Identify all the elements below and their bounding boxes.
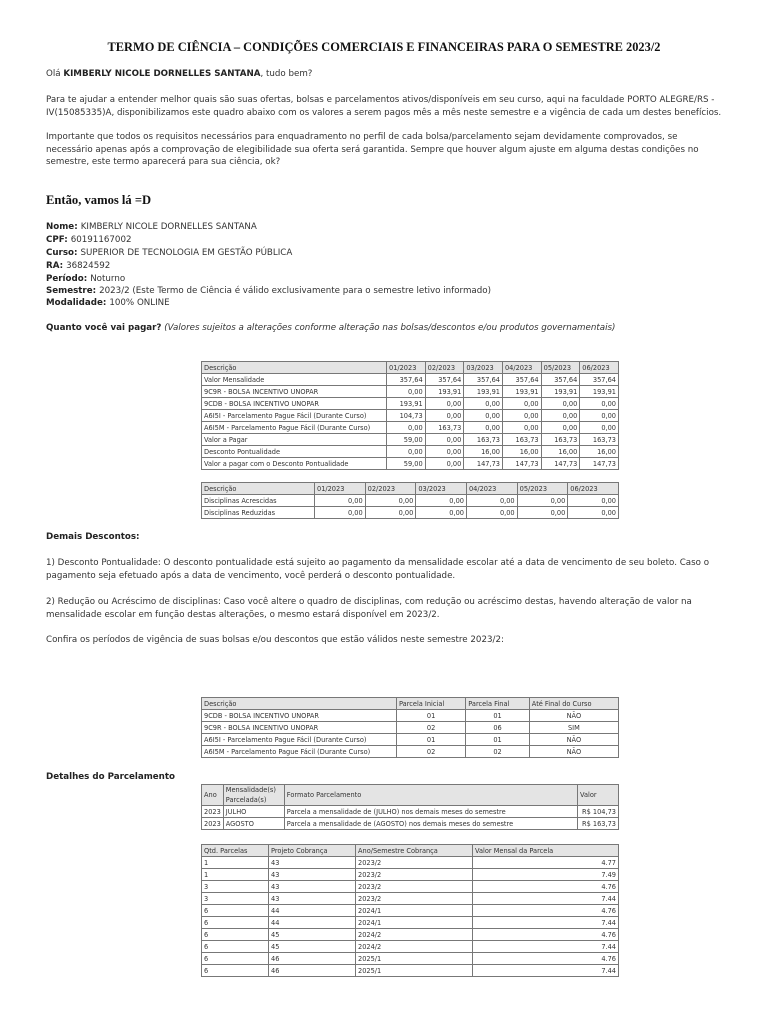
table-cell: 0,00 xyxy=(466,507,517,519)
table-cell: R$ 104,73 xyxy=(578,806,619,818)
table-cell: 0,00 xyxy=(502,410,541,422)
demais-descontos-1: 1) Desconto Pontualidade: O desconto pontualidade está sujeito ao pagamento da mensalidade escolar até a data de vencimento de seu boleto. Caso o pagamento seja efetuado após a data de vencimento, você perderá o desconto pontualidade. xyxy=(46,558,710,581)
table-cell: 147,73 xyxy=(541,458,580,470)
info-periodo: Período: Noturno xyxy=(46,274,126,284)
table-cell: 9C9R - BOLSA INCENTIVO UNOPAR xyxy=(202,722,397,734)
table-header-cell: Projeto Cobrança xyxy=(269,845,356,857)
table-cell: 2023/2 xyxy=(356,881,473,893)
table-row xyxy=(202,422,619,434)
table-cell: 2024/1 xyxy=(356,905,473,917)
table-row xyxy=(202,929,619,941)
demais-descontos-title: Demais Descontos: xyxy=(46,532,140,542)
table-cell: 0,00 xyxy=(464,398,503,410)
table-cell: 3 xyxy=(202,893,269,905)
table-cell: 0,00 xyxy=(502,422,541,434)
table-cell: 45 xyxy=(269,929,356,941)
table-cell: 06 xyxy=(466,722,530,734)
table-cell: 46 xyxy=(269,953,356,965)
table-cell: 147,73 xyxy=(580,458,619,470)
table-cell: 2023 xyxy=(202,806,224,818)
value-nome: KIMBERLY NICOLE DORNELLES SANTANA xyxy=(80,222,257,232)
table-cell: 6 xyxy=(202,917,269,929)
table-cell: 3 xyxy=(202,881,269,893)
table-cell: 6 xyxy=(202,965,269,977)
label-periodo: Período xyxy=(46,274,84,284)
table-cell: 43 xyxy=(269,893,356,905)
table-cell: 6 xyxy=(202,953,269,965)
table-header-cell: 06/2023 xyxy=(580,362,619,374)
table-cell: 193,91 xyxy=(464,386,503,398)
table-cell: 163,73 xyxy=(541,434,580,446)
table-row xyxy=(202,893,619,905)
table-cell: 2023/2 xyxy=(356,869,473,881)
table-header-cell: Descrição xyxy=(202,362,387,374)
quanto-note: (Valores sujeitos a alterações conforme alteração nas bolsas/descontos e/ou produtos governamentais) xyxy=(164,323,616,333)
table-cell: 147,73 xyxy=(464,458,503,470)
table-cell: Disciplinas Acrescidas xyxy=(202,495,315,507)
table-cell: R$ 163,73 xyxy=(578,818,619,830)
table-cell: 01 xyxy=(397,734,466,746)
table-cell: 45 xyxy=(269,941,356,953)
demais-descontos-2: 2) Redução ou Acréscimo de disciplinas: Caso você altere o quadro de disciplinas, com redução ou acréscimo destas, havendo alteração de valor na mensalidade escolar em função destas alterações, o mesmo estará disponível em 2023/2. xyxy=(46,597,692,620)
table-row xyxy=(202,446,619,458)
table-cell: 0,00 xyxy=(425,434,464,446)
table-cell: 357,64 xyxy=(502,374,541,386)
table-header-cell: 05/2023 xyxy=(541,362,580,374)
table-cell: 01 xyxy=(466,710,530,722)
info-curso: Curso: SUPERIOR DE TECNOLOGIA EM GESTÃO PÚBLICA xyxy=(46,248,293,258)
table-row xyxy=(202,869,619,881)
table-header-cell: 03/2023 xyxy=(464,362,503,374)
table-row xyxy=(202,710,619,722)
info-cpf: CPF: 60191167002 xyxy=(46,235,132,245)
table-cell: 1 xyxy=(202,869,269,881)
table-cell: 4.76 xyxy=(473,953,619,965)
table-cell: 01 xyxy=(466,734,530,746)
table-row xyxy=(202,905,619,917)
table-cell: Valor Mensalidade xyxy=(202,374,387,386)
table-cell: Valor a Pagar xyxy=(202,434,387,446)
table-cell: 0,00 xyxy=(517,495,568,507)
table-cell: 16,00 xyxy=(580,446,619,458)
table-cell: Parcela a mensalidade de (JULHO) nos demais meses do semestre xyxy=(284,806,577,818)
table-header-cell: Valor xyxy=(578,785,619,806)
table-cell: JULHO xyxy=(223,806,284,818)
value-curso: SUPERIOR DE TECNOLOGIA EM GESTÃO PÚBLICA xyxy=(80,248,293,258)
table-cell: 4.76 xyxy=(473,929,619,941)
table-cell: 01 xyxy=(397,710,466,722)
info-modalidade: Modalidade: 100% ONLINE xyxy=(46,298,170,308)
table-row xyxy=(202,398,619,410)
table-row xyxy=(202,857,619,869)
table-row xyxy=(202,965,619,977)
table-row xyxy=(202,941,619,953)
table-cell: 0,00 xyxy=(425,398,464,410)
parcelamento-detail-table xyxy=(201,784,619,830)
table-cell: 0,00 xyxy=(517,507,568,519)
table-cell: 0,00 xyxy=(580,422,619,434)
table-cell: 0,00 xyxy=(315,495,366,507)
table-cell: 0,00 xyxy=(541,410,580,422)
table-header-cell: Formato Parcelamento xyxy=(284,785,577,806)
table-cell: NÃO xyxy=(529,734,618,746)
table-cell: 0,00 xyxy=(425,458,464,470)
table-header-cell: 02/2023 xyxy=(365,483,416,495)
vigencia-table xyxy=(201,697,619,758)
greeting xyxy=(46,68,312,81)
table-cell: 16,00 xyxy=(541,446,580,458)
payment-schedule-table xyxy=(201,361,619,470)
table-cell: 43 xyxy=(269,857,356,869)
table-cell: 7.44 xyxy=(473,965,619,977)
table-row xyxy=(202,881,619,893)
table-cell: Valor a pagar com o Desconto Pontualidade xyxy=(202,458,387,470)
label-nome: Nome xyxy=(46,222,75,232)
table-header-cell: 01/2023 xyxy=(315,483,366,495)
label-ra: RA xyxy=(46,261,60,271)
table-header-cell: 03/2023 xyxy=(416,483,467,495)
table-cell: 104,73 xyxy=(387,410,426,422)
table-cell: 357,64 xyxy=(541,374,580,386)
table-row xyxy=(202,458,619,470)
table-header-cell: 04/2023 xyxy=(502,362,541,374)
value-periodo: Noturno xyxy=(90,274,126,284)
table-cell: A6I5I - Parcelamento Pague Fácil (Durante Curso) xyxy=(202,734,397,746)
table-row xyxy=(202,410,619,422)
table-header-cell: Mensalidade(s) Parcelada(s) xyxy=(223,785,284,806)
intro-paragraph-2: Importante que todos os requisitos necessários para enquadramento no perfil de cada bolsa/parcelamento sejam devidamente comprovados, se necessário apenas após a comprovação de elegibilidade sua oferta será garantida. Sempre que houver algum ajuste em alguma destas condições no semestre, este termo aparecerá para sua ciência, ok? xyxy=(46,132,699,168)
table-header-cell: Parcela Final xyxy=(466,698,530,710)
value-modalidade: 100% ONLINE xyxy=(109,298,170,308)
table-cell: 9CDB - BOLSA INCENTIVO UNOPAR xyxy=(202,398,387,410)
table-cell: 7.44 xyxy=(473,917,619,929)
document-title: TERMO DE CIÊNCIA – CONDIÇÕES COMERCIAIS E FINANCEIRAS PARA O SEMESTRE 2023/2 xyxy=(107,40,661,54)
table-cell: 0,00 xyxy=(387,446,426,458)
table-cell: 7.44 xyxy=(473,893,619,905)
table-cell: 163,73 xyxy=(580,434,619,446)
table-cell: 357,64 xyxy=(464,374,503,386)
detalhes-title: Detalhes do Parcelamento xyxy=(46,772,175,782)
table-cell: 0,00 xyxy=(464,422,503,434)
table-cell: Disciplinas Reduzidas xyxy=(202,507,315,519)
table-cell: 9C9R - BOLSA INCENTIVO UNOPAR xyxy=(202,386,387,398)
table-cell: 1 xyxy=(202,857,269,869)
table-header-cell: 01/2023 xyxy=(387,362,426,374)
table-header-cell: Ano xyxy=(202,785,224,806)
table-cell: 6 xyxy=(202,941,269,953)
table-cell: 0,00 xyxy=(541,422,580,434)
table-header-cell: 04/2023 xyxy=(466,483,517,495)
table-cell: 163,73 xyxy=(425,422,464,434)
table-cell: 44 xyxy=(269,905,356,917)
table-row xyxy=(202,386,619,398)
label-semestre: Semestre xyxy=(46,286,93,296)
table-row xyxy=(202,507,619,519)
table-cell: 2023/2 xyxy=(356,893,473,905)
label-modalidade: Modalidade xyxy=(46,298,103,308)
table-cell: NÃO xyxy=(529,710,618,722)
table-cell: 357,64 xyxy=(580,374,619,386)
table-row xyxy=(202,953,619,965)
table-cell: 2025/1 xyxy=(356,965,473,977)
table-row xyxy=(202,495,619,507)
table-cell: 0,00 xyxy=(568,507,619,519)
table-cell: 193,91 xyxy=(502,386,541,398)
table-cell: 4.76 xyxy=(473,881,619,893)
table-header-row xyxy=(202,845,619,857)
table-cell: 2025/1 xyxy=(356,953,473,965)
section-heading: Então, vamos lá =D xyxy=(46,193,152,207)
table-header-cell: 06/2023 xyxy=(568,483,619,495)
table-header-row xyxy=(202,362,619,374)
table-cell: 357,64 xyxy=(425,374,464,386)
table-cell: 163,73 xyxy=(502,434,541,446)
table-cell: 59,00 xyxy=(387,458,426,470)
table-cell: SIM xyxy=(529,722,618,734)
table-cell: 16,00 xyxy=(502,446,541,458)
table-header-cell: 05/2023 xyxy=(517,483,568,495)
table-header-cell: Descrição xyxy=(202,698,397,710)
table-cell: A6I5M - Parcelamento Pague Fácil (Durante Curso) xyxy=(202,746,397,758)
table-cell: 0,00 xyxy=(365,507,416,519)
table-cell: 0,00 xyxy=(425,410,464,422)
table-cell: AGOSTO xyxy=(223,818,284,830)
table-cell: 0,00 xyxy=(568,495,619,507)
label-cpf: CPF xyxy=(46,235,65,245)
table-cell: 9CDB - BOLSA INCENTIVO UNOPAR xyxy=(202,710,397,722)
table-header-row xyxy=(202,698,619,710)
table-header-cell: Parcela Inicial xyxy=(397,698,466,710)
table-cell: 7.44 xyxy=(473,941,619,953)
table-row xyxy=(202,734,619,746)
table-cell: 0,00 xyxy=(365,495,416,507)
table-row xyxy=(202,746,619,758)
table-cell: 59,00 xyxy=(387,434,426,446)
table-cell: 147,73 xyxy=(502,458,541,470)
table-cell: 44 xyxy=(269,917,356,929)
table-cell: 2023 xyxy=(202,818,224,830)
table-header-cell: Descrição xyxy=(202,483,315,495)
info-ra: RA: 36824592 xyxy=(46,261,111,271)
table-cell: 0,00 xyxy=(464,410,503,422)
table-cell: Parcela a mensalidade de (AGOSTO) nos demais meses do semestre xyxy=(284,818,577,830)
parcelas-table xyxy=(201,844,619,977)
table-cell: 193,91 xyxy=(541,386,580,398)
value-semestre: 2023/2 (Este Termo de Ciência é válido exclusivamente para o semestre letivo informado) xyxy=(99,286,491,296)
label-curso: Curso xyxy=(46,248,74,258)
table-cell: 2023/2 xyxy=(356,857,473,869)
table-cell: 0,00 xyxy=(315,507,366,519)
greeting-student-name: KIMBERLY NICOLE DORNELLES SANTANA xyxy=(63,69,261,79)
table-cell: 357,64 xyxy=(387,374,426,386)
table-cell: 0,00 xyxy=(502,398,541,410)
info-semestre: Semestre: 2023/2 (Este Termo de Ciência é válido exclusivamente para o semestre letivo informado) xyxy=(46,286,491,296)
table-cell: 2024/1 xyxy=(356,917,473,929)
table-header-cell: 02/2023 xyxy=(425,362,464,374)
quanto-line xyxy=(46,322,615,335)
table-cell: 0,00 xyxy=(416,507,467,519)
table-cell: 0,00 xyxy=(541,398,580,410)
info-nome: Nome: KIMBERLY NICOLE DORNELLES SANTANA xyxy=(46,222,257,232)
table-row xyxy=(202,806,619,818)
table-cell: 0,00 xyxy=(416,495,467,507)
disciplinas-table xyxy=(201,482,619,519)
table-cell: 6 xyxy=(202,905,269,917)
quanto-label: Quanto você vai pagar? xyxy=(46,323,162,333)
table-row xyxy=(202,722,619,734)
table-cell: Desconto Pontualidade xyxy=(202,446,387,458)
table-cell: 0,00 xyxy=(425,446,464,458)
table-cell: 193,91 xyxy=(425,386,464,398)
value-cpf: 60191167002 xyxy=(70,235,132,245)
table-cell: 02 xyxy=(397,722,466,734)
table-cell: 02 xyxy=(466,746,530,758)
table-cell: 43 xyxy=(269,881,356,893)
table-cell: NÃO xyxy=(529,746,618,758)
table-cell: 0,00 xyxy=(580,398,619,410)
table-cell: 193,91 xyxy=(387,398,426,410)
table-cell: 4.77 xyxy=(473,857,619,869)
greeting-prefix: Olá xyxy=(46,69,64,79)
table-cell: 2024/2 xyxy=(356,929,473,941)
table-row xyxy=(202,434,619,446)
table-cell: 6 xyxy=(202,929,269,941)
table-cell: 16,00 xyxy=(464,446,503,458)
table-cell: 46 xyxy=(269,965,356,977)
table-header-cell: Ano/Semestre Cobrança xyxy=(356,845,473,857)
table-cell: 02 xyxy=(397,746,466,758)
table-row xyxy=(202,374,619,386)
table-cell: 0,00 xyxy=(387,422,426,434)
value-ra: 36824592 xyxy=(66,261,111,271)
table-cell: 7.49 xyxy=(473,869,619,881)
greeting-suffix: , tudo bem? xyxy=(260,69,313,79)
table-cell: A6I5I - Parcelamento Pague Fácil (Durante Curso) xyxy=(202,410,387,422)
table-cell: 0,00 xyxy=(580,410,619,422)
table-row xyxy=(202,818,619,830)
table-cell: 193,91 xyxy=(580,386,619,398)
table-cell: 43 xyxy=(269,869,356,881)
table-cell: 0,00 xyxy=(466,495,517,507)
table-cell: 0,00 xyxy=(387,386,426,398)
table-cell: 4.76 xyxy=(473,905,619,917)
table-header-row xyxy=(202,785,619,806)
table-cell: 2024/2 xyxy=(356,941,473,953)
table-header-cell: Qtd. Parcelas xyxy=(202,845,269,857)
table-cell: A6I5M - Parcelamento Pague Fácil (Durante Curso) xyxy=(202,422,387,434)
table-header-row xyxy=(202,483,619,495)
intro-paragraph-1: Para te ajudar a entender melhor quais são suas ofertas, bolsas e parcelamentos ativos/disponíveis em seu curso, aqui na faculdade PORTO ALEGRE/RS - IV(15085335)A, disponibilizamos este quadro abaixo com os valores a serem pagos mês a mês neste semestre e a vigência de cada um destes benefícios. xyxy=(46,95,722,118)
confira-text: Confira os períodos de vigência de suas bolsas e/ou descontos que estão válidos neste semestre 2023/2: xyxy=(46,635,504,645)
table-cell: 163,73 xyxy=(464,434,503,446)
table-row xyxy=(202,917,619,929)
table-header-cell: Até Final do Curso xyxy=(529,698,618,710)
table-header-cell: Valor Mensal da Parcela xyxy=(473,845,619,857)
